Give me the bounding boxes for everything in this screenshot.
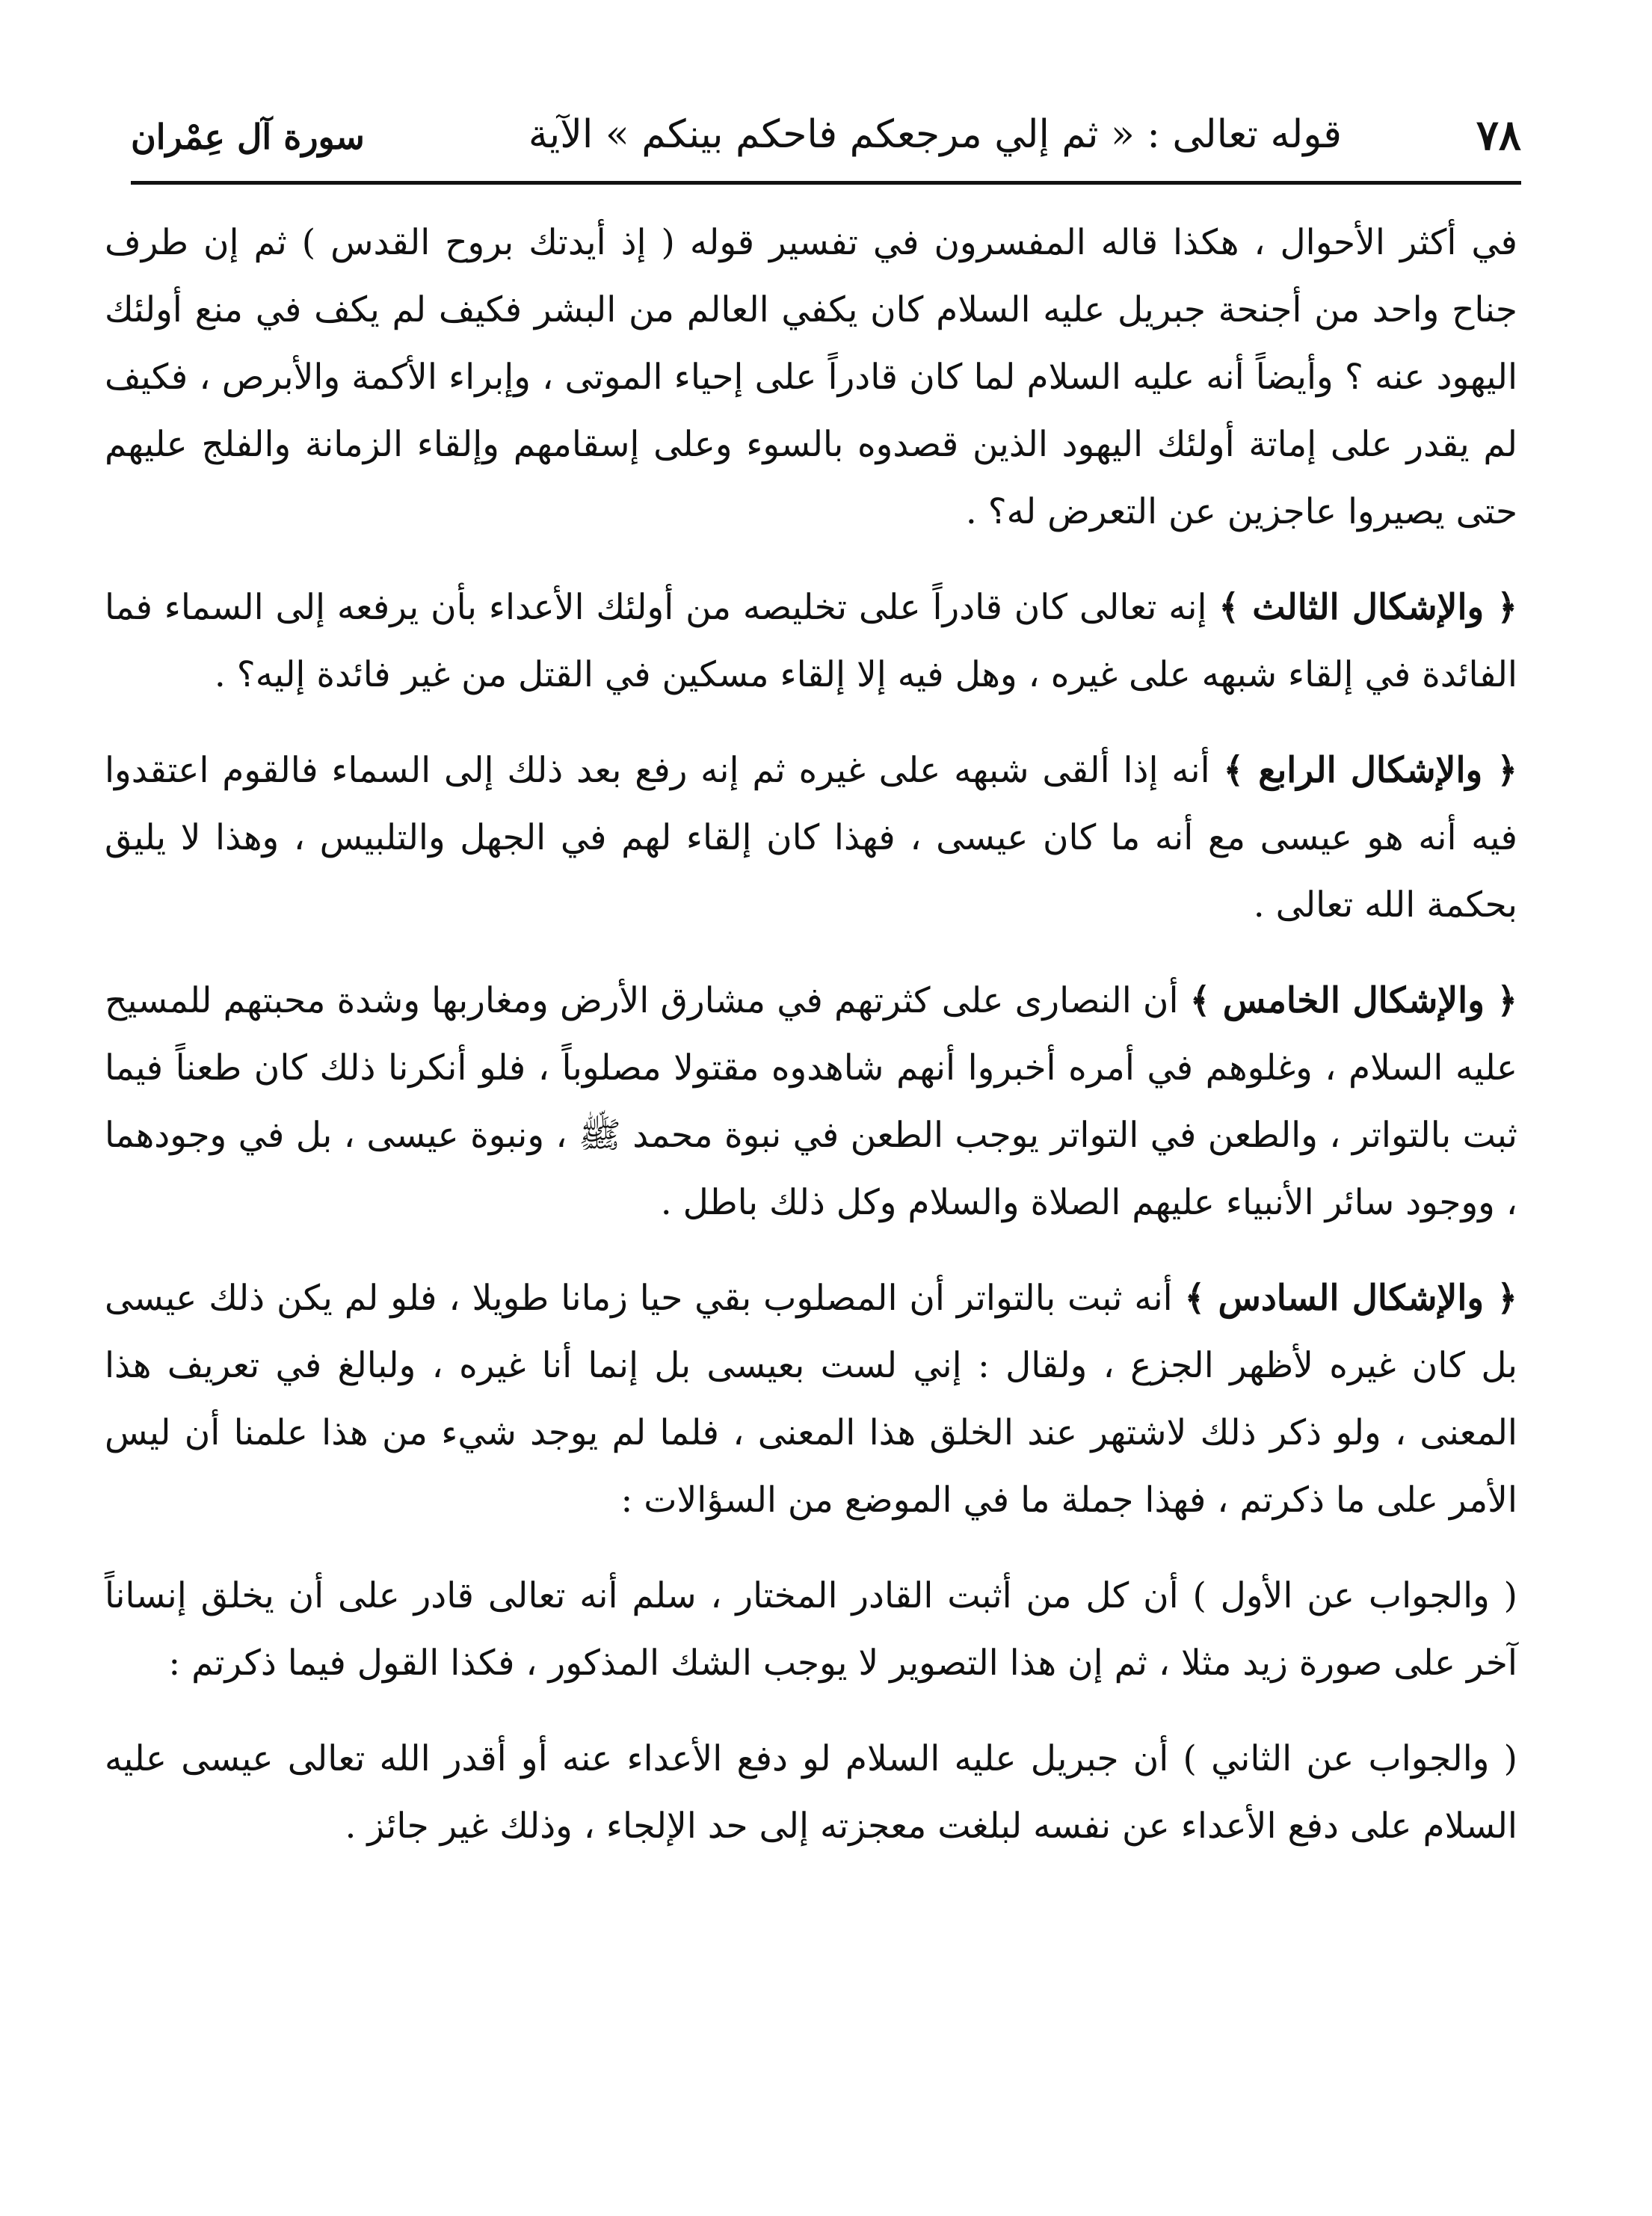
paragraph-5 <box>105 1265 1517 1534</box>
paragraph-4-text: أن النصارى على كثرتهم في مشارق الأرض ومغاربها وشدة محبتهم للمسيح عليه السلام ، وغلوهم في أمره أخبروا أنهم شاهدوه مقتولا مصلوباً ، فلو أنكرنا ذلك كان طعناً فيما ثبت بالتواتر ، والطعن في التواتر يوجب الطعن في نبوة محمد ﷺ ، ونبوة عيسى ، بل في وجودهما ، ووجود سائر الأنبياء عليهم الصلاة والسلام وكل ذلك باطل . <box>105 980 1517 1223</box>
paragraph-1 <box>105 209 1517 546</box>
paragraph-2 <box>105 574 1517 709</box>
paragraph-4-heading: ﴿ والإشكال الخامس ﴾ <box>1189 980 1518 1021</box>
paragraph-6 <box>105 1563 1517 1697</box>
paragraph-7 <box>105 1726 1517 1860</box>
paragraph-3-heading: ﴿ والإشكال الرابع ﴾ <box>1223 750 1517 791</box>
body-text <box>105 209 1517 1860</box>
page-number: ٧٨ <box>1476 111 1521 160</box>
paragraph-2-text: إنه تعالى كان قادراً على تخليصه من أولئك الأعداء بأن يرفعه إلى السماء فما الفائدة في إلقاء شبهه على غيره ، وهل فيه إلا إلقاء مسكين في القتل من غير فائدة إليه؟ . <box>105 587 1517 695</box>
paragraph-2-heading: ﴿ والإشكال الثالث ﴾ <box>1218 587 1517 628</box>
paragraph-3 <box>105 737 1517 939</box>
paragraph-4 <box>105 967 1517 1237</box>
sura-name: سورة آل عِمْران <box>131 117 365 157</box>
paragraph-5-text: أنه ثبت بالتواتر أن المصلوب بقي حيا زمانا طويلا ، فلو لم يكن ذلك عيسى بل كان غيره لأظهر الجزع ، ولقال : إني لست بعيسى بل إنما أنا غيره ، ولبالغ في تعريف هذا المعنى ، ولو ذكر ذلك لاشتهر عند الخلق هذا المعنى ، فلما لم يوجد شيء من هذا علمنا أن ليس الأمر على ما ذكرتم ، فهذا جملة ما في الموضع من السؤالات : <box>105 1278 1517 1521</box>
paragraph-7-text: ( والجواب عن الثاني ) أن جبريل عليه السلام لو دفع الأعداء عنه أو أقدر الله تعالى عيسى عليه السلام على دفع الأعداء عن نفسه لبلغت معجزته إلى حد الإلجاء ، وذلك غير جائز . <box>105 1738 1517 1847</box>
running-title: قوله تعالى : « ثم إلي مرجعكم فاحكم بينكم » الآية <box>528 112 1342 157</box>
paragraph-1-text: في أكثر الأحوال ، هكذا قاله المفسرون في تفسير قوله ( إذ أيدتك بروح القدس ) ثم إن طرف جناح واحد من أجنحة جبريل عليه السلام كان يكفي العالم من البشر فكيف لم يكف في منع أولئك اليهود عنه ؟ وأيضاً أنه عليه السلام لما كان قادراً على إحياء الموتى ، وإبراء الأكمة والأبرص ، فكيف لم يقدر على إماتة أولئك اليهود الذين قصدوه بالسوء وعلى إسقامهم وإلقاء الزمانة والفلج عليهم حتى يصيروا عاجزين عن التعرض له؟ . <box>105 222 1517 532</box>
paragraph-6-text: ( والجواب عن الأول ) أن كل من أثبت القادر المختار ، سلم أنه تعالى قادر على أن يخلق إنساناً آخر على صورة زيد مثلا ، ثم إن هذا التصوير لا يوجب الشك المذكور ، فكذا القول فيما ذكرتم : <box>105 1575 1517 1684</box>
page-header <box>131 105 1521 179</box>
paragraph-5-heading: ﴿ والإشكال السادس ﴾ <box>1184 1278 1517 1319</box>
paragraph-3-text: أنه إذا ألقى شبهه على غيره ثم إنه رفع بعد ذلك إلى السماء فالقوم اعتقدوا فيه أنه هو عيسى مع أنه ما كان عيسى ، فهذا كان إلقاء لهم في الجهل والتلبيس ، وهذا لا يليق بحكمة الله تعالى . <box>105 750 1517 926</box>
header-divider <box>131 181 1521 185</box>
